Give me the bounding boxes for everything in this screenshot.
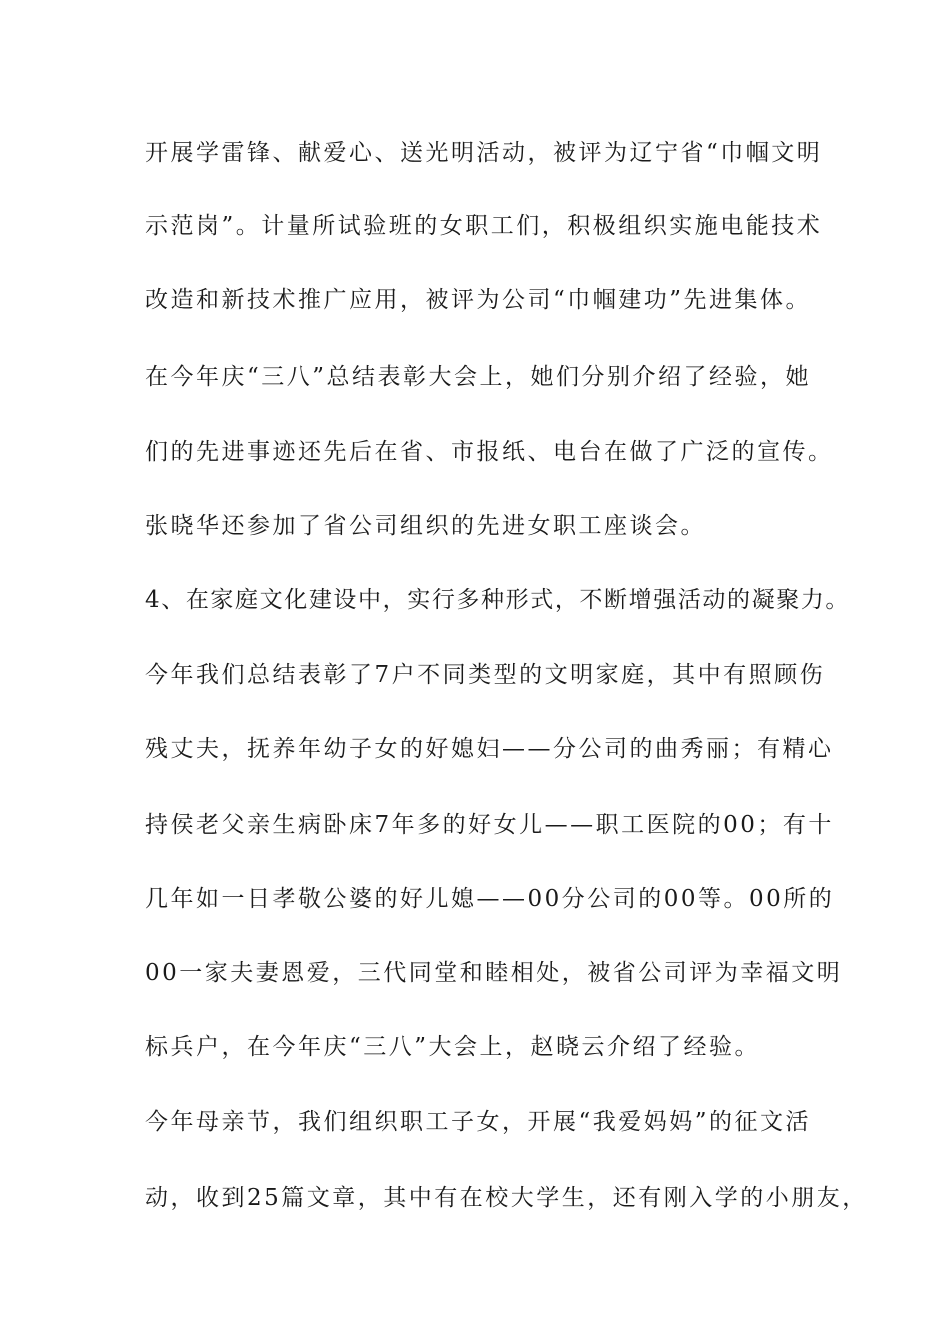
text-line: 今年我们总结表彰了7户不同类型的文明家庭，其中有照顾伤 — [145, 662, 826, 688]
text-line: 00一家夫妻恩爱，三代同堂和睦相处，被省公司评为幸福文明 — [145, 960, 843, 986]
text-line: 动，收到25篇文章，其中有在校大学生，还有刚入学的小朋友， — [145, 1185, 868, 1211]
text-line: 开展学雷锋、献爱心、送光明活动，被评为辽宁省“巾帼文明 — [145, 140, 823, 166]
text-line: 4、在家庭文化建设中，实行多种形式，不断增强活动的凝聚力。 — [145, 587, 851, 613]
text-line: 标兵户，在今年庆“三八”大会上，赵晓云介绍了经验。 — [145, 1034, 761, 1060]
text-line: 在今年庆“三八”总结表彰大会上，她们分别介绍了经验，她 — [145, 364, 812, 390]
text-line: 残丈夫，抚养年幼子女的好媳妇——分公司的曲秀丽；有精心 — [145, 736, 834, 762]
text-line: 们的先进事迹还先后在省、市报纸、电台在做了广泛的宣传。 — [145, 439, 834, 465]
text-line: 持侯老父亲生病卧床7年多的好女儿——职工医院的00；有十 — [145, 812, 834, 838]
text-line: 示范岗”。计量所试验班的女职工们，积极组织实施电能技术 — [145, 213, 823, 239]
text-line: 改造和新技术推广应用，被评为公司“巾帼建功”先进集体。 — [145, 287, 812, 313]
text-line: 今年母亲节，我们组织职工子女，开展“我爱妈妈”的征文活 — [145, 1109, 812, 1135]
text-line: 张晓华还参加了省公司组织的先进女职工座谈会。 — [145, 513, 706, 539]
text-line: 几年如一日孝敬公婆的好儿媳——00分公司的00等。00所的 — [145, 886, 835, 912]
